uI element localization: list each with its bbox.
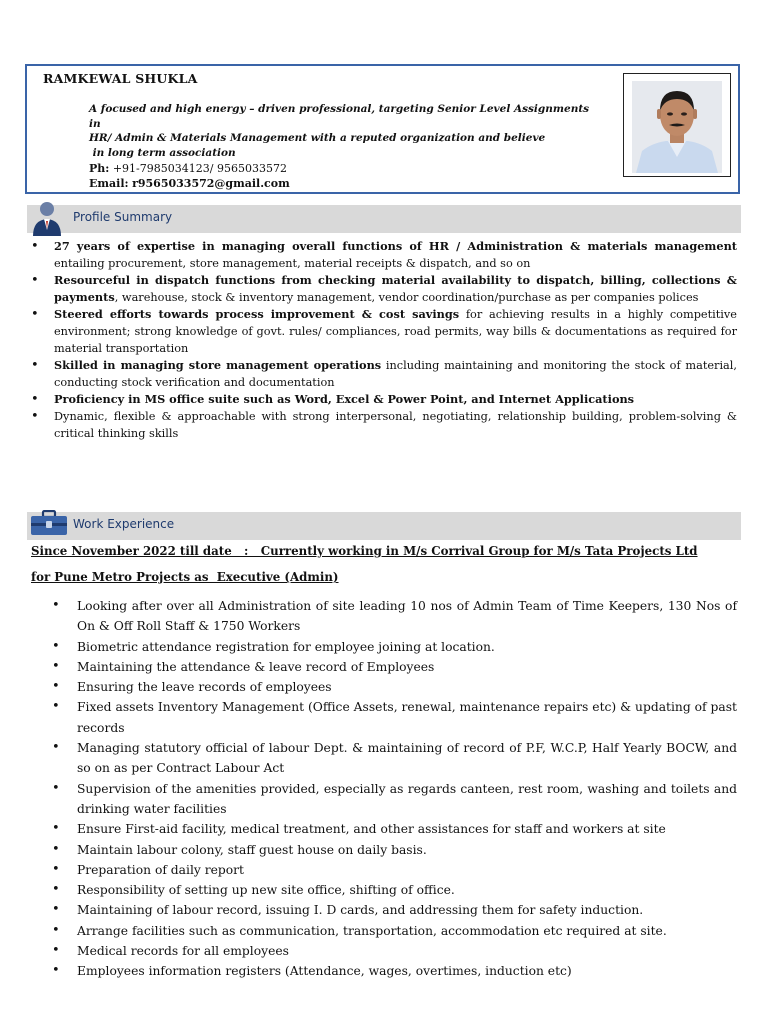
list-item: • Responsibility of setting up new site office, shifting of office. — [49, 880, 737, 900]
phone-number: +91-7985034123/ 9565033572 — [112, 162, 287, 175]
list-item: • Maintain labour colony, staff guest house on daily basis. — [49, 840, 737, 860]
list-item: • Skilled in managing store management operations including maintaining and monitoring the stock of material, conducting stock verification and documentation — [27, 357, 737, 391]
objective-line: HR/ Admin & Materials Management with a reputed organization and believe — [89, 132, 546, 144]
list-item: • Looking after over all Administration of site leading 10 nos of Admin Team of Time Keepers, 130 Nos of On & Off Roll Staff & 1750 Workers — [49, 596, 737, 637]
objective-line: in long term association — [89, 146, 236, 159]
job-title-line: Since November 2022 till date : Currently working in M/s Corrival Group for M/s Tata Projects Ltd — [31, 544, 698, 558]
resume-header — [25, 64, 740, 194]
list-item: • Arrange facilities such as communication, transportation, accommodation etc required at site. — [49, 921, 737, 941]
user-icon — [30, 200, 64, 236]
list-item: • Employees information registers (Attendance, wages, overtimes, induction etc) — [49, 961, 737, 981]
list-item: • Fixed assets Inventory Management (Office Assets, renewal, maintenance repairs etc) & updating of past records — [49, 697, 737, 738]
list-item: • Proficiency in MS office suite such as Word, Excel & Power Point, and Internet Applications — [27, 391, 737, 408]
list-item: • Preparation of daily report — [49, 860, 737, 880]
list-item: • Steered efforts towards process improvement & cost savings for achieving results in a highly competitive environment; strong knowledge of govt. rules/ compliances, road permits, way bills & documentations as required for material transportation — [27, 306, 737, 357]
profile-summary-list — [27, 238, 737, 442]
list-item: • Medical records for all employees — [49, 941, 737, 961]
list-item: • Biometric attendance registration for employee joining at location. — [49, 637, 737, 657]
list-item: • Managing statutory official of labour Dept. & maintaining of record of P.F, W.C.P, Half Yearly BOCW, and so on as per Contract Labour Act — [49, 738, 737, 779]
list-item: • Dynamic, flexible & approachable with strong interpersonal, negotiating, relationship building, problem-solving & critical thinking skills — [27, 408, 737, 442]
phone-label: Ph: — [89, 162, 110, 175]
job-title-line: for Pune Metro Projects as Executive (Admin) — [31, 570, 339, 584]
list-item: • Ensuring the leave records of employees — [49, 677, 737, 697]
list-item: • Maintaining of labour record, issuing I. D cards, and addressing them for safety induction. — [49, 900, 737, 920]
list-item: • 27 years of expertise in managing overall functions of HR / Administration & materials management entailing procurement, store management, material receipts & dispatch, and so on — [27, 238, 737, 272]
section-title: Profile Summary — [73, 210, 173, 224]
contact-info — [89, 161, 290, 191]
career-objective — [89, 102, 599, 160]
email-label: Email: — [89, 177, 129, 190]
work-experience-header — [27, 512, 741, 540]
duties-list — [49, 596, 737, 982]
list-item: • Maintaining the attendance & leave record of Employees — [49, 657, 737, 677]
list-item: • Resourceful in dispatch functions from checking material availability to dispatch, billing, collections & payments, warehouse, stock & inventory management, vendor coordination/purchase as per companies polices — [27, 272, 737, 306]
list-item: • Ensure First-aid facility, medical treatment, and other assistances for staff and workers at site — [49, 819, 737, 839]
email-address: r9565033572@gmail.com — [132, 177, 290, 190]
phone-line — [89, 161, 290, 176]
list-item: • Supervision of the amenities provided, especially as regards canteen, rest room, washing and toilets and drinking water facilities — [49, 779, 737, 820]
email-line — [89, 176, 290, 191]
section-title: Work Experience — [73, 517, 175, 531]
profile-photo — [623, 73, 731, 177]
briefcase-icon — [30, 510, 68, 536]
profile-summary-header — [27, 205, 741, 233]
objective-line: A focused and high energy – driven professional, targeting Senior Level Assignments in — [89, 103, 590, 130]
portrait-image — [632, 81, 722, 173]
candidate-name: RAMKEWAL SHUKLA — [43, 71, 198, 86]
